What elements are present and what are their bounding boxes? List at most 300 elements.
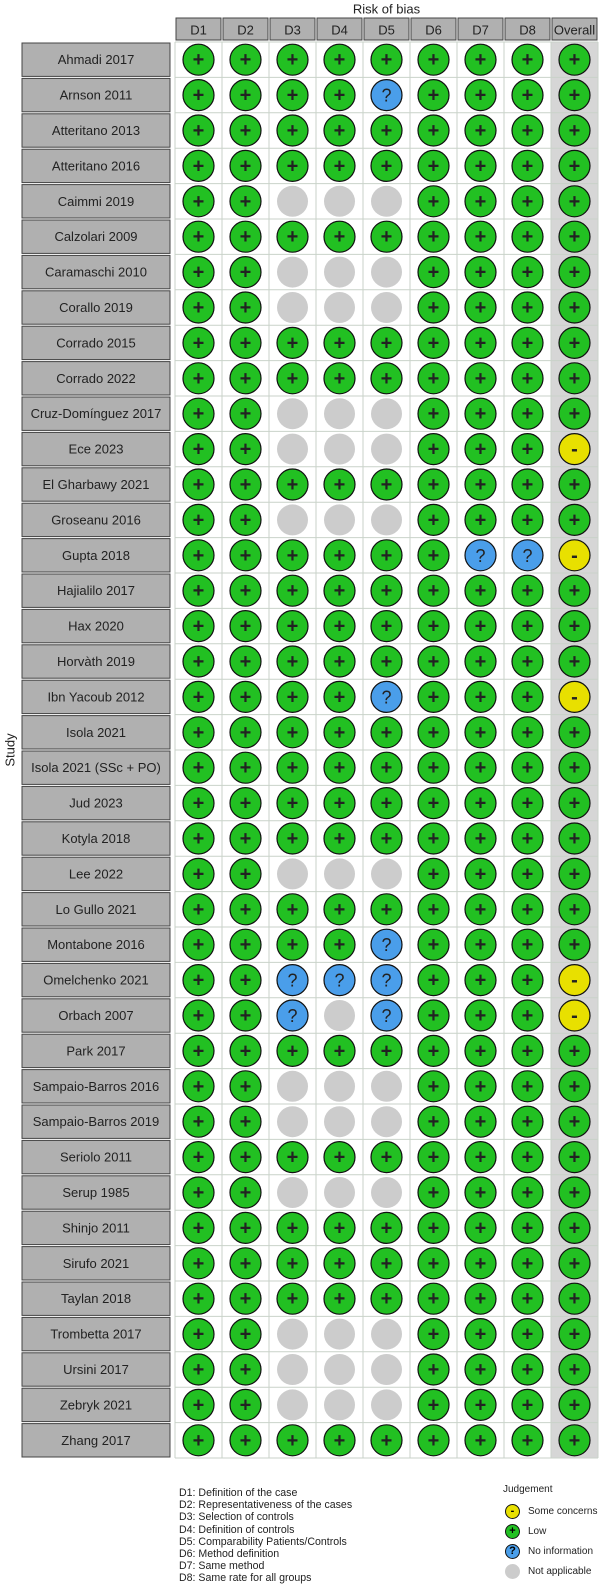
judgement-symbol: + [521, 615, 534, 638]
judgement-symbol: + [427, 1111, 440, 1134]
judgement-symbol: + [333, 120, 346, 142]
judgement-symbol: + [427, 1182, 440, 1204]
judgement-symbol: ? [381, 970, 392, 991]
legend-title: Judgement [503, 1484, 553, 1495]
study-label: Gupta 2018 [62, 547, 130, 563]
judgement-symbol: + [521, 757, 534, 780]
judgement-symbol: + [380, 120, 393, 142]
judgement-symbol: + [568, 297, 581, 319]
judgement-symbol: + [192, 438, 205, 461]
judgement-symbol: + [427, 757, 440, 780]
legend-label: No information [528, 1545, 594, 1557]
study-label: Caramaschi 2010 [45, 264, 147, 280]
judgement-symbol: + [380, 898, 393, 921]
judgement-symbol: + [474, 1217, 487, 1240]
judgement-symbol: + [427, 1217, 440, 1240]
judgement-na-marker [277, 186, 308, 217]
judgement-symbol: + [286, 474, 299, 496]
judgement-symbol: + [333, 1217, 346, 1240]
judgement-symbol: + [192, 651, 205, 673]
judgement-symbol: + [380, 1040, 393, 1063]
judgement-symbol: + [192, 898, 205, 921]
judgement-symbol: + [427, 1146, 440, 1169]
judgement-symbol: + [568, 1146, 581, 1169]
judgement-symbol: + [239, 1040, 252, 1063]
judgement-symbol: + [521, 226, 534, 249]
judgement-symbol: + [427, 1429, 440, 1452]
judgement-symbol: + [427, 828, 440, 850]
judgement-symbol: + [474, 1146, 487, 1169]
study-label: Groseanu 2016 [51, 512, 141, 528]
judgement-symbol: + [474, 757, 487, 780]
judgement-symbol: + [427, 84, 440, 107]
judgement-symbol: + [239, 934, 252, 957]
judgement-symbol: + [427, 1359, 440, 1381]
judgement-symbol: + [286, 580, 299, 603]
judgement-symbol: + [474, 297, 487, 319]
judgement-symbol: + [192, 1217, 205, 1240]
study-label: Jud 2023 [69, 795, 123, 811]
judgement-na-marker [324, 1106, 355, 1137]
judgement-symbol: + [239, 1005, 252, 1027]
judgement-na-marker [324, 1389, 355, 1420]
judgement-na-marker [277, 1389, 308, 1420]
judgement-symbol: + [568, 226, 581, 249]
judgement-symbol: + [192, 828, 205, 850]
judgement-symbol: + [380, 1252, 393, 1275]
judgement-symbol: + [521, 509, 534, 532]
judgement-symbol: + [380, 792, 393, 815]
judgement-symbol: + [474, 120, 487, 142]
judgement-symbol: + [380, 1146, 393, 1169]
judgement-symbol: + [239, 1359, 252, 1381]
judgement-symbol: + [521, 1252, 534, 1275]
judgement-symbol: + [239, 615, 252, 638]
judgement-symbol: + [380, 49, 393, 72]
judgement-symbol: + [427, 509, 440, 532]
judgement-symbol: + [521, 686, 534, 709]
judgement-symbol: + [568, 651, 581, 673]
judgement-symbol: + [239, 1111, 252, 1134]
judgement-symbol: + [333, 1146, 346, 1169]
judgement-symbol: ? [381, 1006, 392, 1026]
study-label: Kotyla 2018 [61, 831, 131, 846]
judgement-symbol: + [333, 367, 346, 390]
study-label: Atteritano 2016 [51, 158, 141, 174]
judgement-na-marker [324, 1000, 355, 1031]
judgement-symbol: + [427, 49, 440, 72]
judgement-symbol: + [427, 898, 440, 921]
judgement-symbol: + [568, 190, 581, 213]
judgement-symbol: + [239, 1323, 252, 1346]
judgement-symbol: + [521, 651, 534, 673]
judgement-symbol: + [239, 544, 252, 567]
judgement-symbol: + [286, 1146, 299, 1169]
judgement-symbol: + [239, 49, 252, 72]
study-label: Montabone 2016 [47, 937, 145, 953]
domain-note: D4: Definition of controls [179, 1523, 295, 1536]
judgement-symbol: + [568, 757, 581, 780]
judgement-symbol: + [192, 474, 205, 496]
judgement-symbol: + [474, 1040, 487, 1063]
judgement-symbol: + [192, 297, 205, 319]
column-header: D6 [425, 22, 442, 38]
judgement-symbol: + [192, 1040, 205, 1063]
judgement-symbol: + [568, 1217, 581, 1240]
judgement-symbol: + [427, 261, 440, 284]
judgement-symbol: + [521, 120, 534, 142]
judgement-symbol: + [286, 828, 299, 850]
judgement-symbol: + [474, 1359, 487, 1381]
judgement-symbol: + [192, 1182, 205, 1204]
judgement-symbol: ? [381, 85, 392, 106]
judgement-symbol: + [239, 1146, 252, 1169]
judgement-symbol: + [521, 969, 534, 992]
judgement-symbol: + [239, 509, 252, 532]
judgement-symbol: + [333, 49, 346, 72]
judgement-symbol: + [521, 438, 534, 461]
judgement-symbol: + [286, 332, 299, 355]
judgement-na-marker [277, 257, 308, 288]
judgement-symbol: + [427, 1323, 440, 1346]
column-header: D4 [331, 22, 348, 38]
study-label: Corallo 2019 [59, 300, 133, 315]
study-label: El Gharbawy 2021 [42, 477, 150, 492]
judgement-symbol: + [521, 1288, 534, 1311]
domain-note: D7: Same method [179, 1560, 265, 1573]
column-header: Overall [553, 22, 596, 38]
judgement-symbol: + [333, 332, 346, 355]
judgement-symbol: + [286, 1288, 299, 1311]
judgement-symbol: + [239, 84, 252, 107]
judgement-symbol: + [286, 792, 299, 815]
judgement-symbol: + [568, 1323, 581, 1346]
judgement-symbol: + [192, 686, 205, 709]
judgement-symbol: + [239, 1252, 252, 1275]
judgement-symbol: + [239, 863, 252, 886]
judgement-symbol: + [333, 155, 346, 178]
judgement-na-marker [277, 1354, 308, 1385]
study-label: Sampaio-Barros 2016 [32, 1078, 160, 1094]
judgement-symbol: + [568, 1288, 581, 1311]
judgement-symbol: + [427, 1394, 440, 1417]
judgement-symbol: + [568, 721, 581, 744]
low-icon: + [505, 1524, 520, 1539]
judgement-symbol: + [192, 1146, 205, 1169]
no-information-icon: ? [505, 1544, 520, 1559]
judgement-symbol: + [521, 332, 534, 355]
judgement-symbol: + [427, 438, 440, 461]
judgement-symbol: + [568, 332, 581, 355]
judgement-symbol: + [521, 84, 534, 107]
judgement-symbol: + [474, 84, 487, 107]
judgement-symbol: + [474, 190, 487, 213]
judgement-symbol: + [333, 1288, 346, 1311]
judgement-symbol: + [474, 863, 487, 886]
judgement-symbol: + [380, 155, 393, 178]
study-label: Isola 2021 (SSc + PO) [31, 760, 161, 776]
judgement-symbol: + [286, 934, 299, 957]
judgement-na-marker [371, 1177, 402, 1208]
judgement-symbol: + [286, 1040, 299, 1063]
judgement-symbol: + [474, 969, 487, 992]
judgement-symbol: + [474, 615, 487, 638]
judgement-symbol: + [333, 226, 346, 249]
column-header: D5 [378, 22, 395, 38]
study-label: Cruz-Domínguez 2017 [30, 406, 162, 422]
judgement-symbol: + [239, 1217, 252, 1240]
judgement-symbol: + [427, 403, 440, 426]
judgement-symbol: + [192, 1252, 205, 1275]
judgement-symbol: + [474, 155, 487, 178]
judgement-symbol: + [192, 580, 205, 603]
judgement-symbol: + [521, 49, 534, 72]
judgement-symbol: + [568, 615, 581, 638]
judgement-symbol: + [192, 792, 205, 815]
judgement-na-marker [371, 186, 402, 217]
judgement-na-marker [324, 257, 355, 288]
judgement-symbol: + [286, 615, 299, 638]
judgement-symbol: + [333, 1040, 346, 1063]
judgement-symbol: + [568, 934, 581, 957]
judgement-symbol: - [571, 969, 578, 992]
judgement-na-marker [371, 292, 402, 323]
judgement-symbol: + [380, 367, 393, 390]
judgement-symbol: + [192, 1288, 205, 1311]
judgement-symbol: + [380, 474, 393, 496]
judgement-symbol: + [192, 1005, 205, 1027]
judgement-symbol: ? [522, 545, 533, 566]
judgement-symbol: + [568, 120, 581, 142]
judgement-symbol: + [427, 651, 440, 673]
judgement-symbol: ? [381, 935, 392, 956]
study-label: Lo Gullo 2021 [55, 901, 137, 917]
judgement-symbol: + [286, 1217, 299, 1240]
judgement-symbol: - [571, 1005, 578, 1027]
judgement-symbol: + [286, 84, 299, 107]
judgement-symbol: + [568, 1075, 581, 1098]
judgement-symbol: + [380, 615, 393, 638]
judgement-symbol: + [192, 332, 205, 355]
study-label: Corrado 2015 [56, 335, 136, 351]
judgement-symbol: + [333, 474, 346, 496]
judgement-symbol: + [521, 1075, 534, 1098]
study-label: Omelchenko 2021 [43, 972, 149, 988]
judgement-symbol: ? [475, 545, 486, 566]
domain-note: D6: Method definition [179, 1548, 280, 1561]
judgement-symbol: + [474, 580, 487, 603]
column-header: D1 [190, 22, 207, 38]
judgement-symbol: + [568, 367, 581, 390]
column-header: D2 [237, 22, 254, 38]
judgement-symbol: + [286, 120, 299, 142]
judgement-symbol: + [192, 155, 205, 178]
judgement-symbol: + [474, 332, 487, 355]
column-header: D8 [519, 22, 536, 38]
judgement-symbol: + [286, 367, 299, 390]
study-label: Caimmi 2019 [57, 193, 135, 209]
judgement-symbol: + [380, 1288, 393, 1311]
study-label: Atteritano 2013 [51, 123, 141, 138]
judgement-symbol: + [239, 438, 252, 461]
study-label: Corrado 2022 [56, 370, 136, 386]
judgement-na-marker [324, 398, 355, 429]
judgement-symbol: + [192, 261, 205, 284]
judgement-symbol: + [333, 757, 346, 780]
study-label: Seriolo 2011 [59, 1149, 133, 1165]
judgement-symbol: + [239, 1075, 252, 1098]
judgement-symbol: + [474, 686, 487, 709]
judgement-symbol: + [521, 1323, 534, 1346]
judgement-na-marker [371, 1319, 402, 1350]
study-label: Sampaio-Barros 2019 [32, 1114, 160, 1130]
study-label: Ahmadi 2017 [57, 52, 135, 68]
study-label: Zhang 2017 [61, 1432, 131, 1448]
judgement-symbol: + [427, 1075, 440, 1098]
judgement-symbol: + [427, 792, 440, 815]
domain-note: D3: Selection of controls [179, 1511, 294, 1524]
judgement-symbol: + [239, 1429, 252, 1452]
judgement-symbol: + [427, 934, 440, 957]
judgement-symbol: + [521, 474, 534, 496]
judgement-symbol: + [568, 403, 581, 426]
y-axis-label: Study [2, 733, 18, 767]
study-label: Ece 2023 [68, 441, 124, 457]
judgement-symbol: + [474, 49, 487, 72]
study-label: Taylan 2018 [60, 1291, 132, 1307]
judgement-symbol: + [333, 544, 346, 567]
judgement-symbol: + [521, 1111, 534, 1134]
judgement-symbol: + [333, 580, 346, 603]
judgement-symbol: + [521, 1146, 534, 1169]
judgement-symbol: + [521, 934, 534, 957]
judgement-na-marker [324, 504, 355, 535]
judgement-symbol: + [380, 332, 393, 355]
judgement-symbol: + [568, 84, 581, 107]
judgement-symbol: + [568, 1394, 581, 1417]
judgement-symbol: + [474, 1288, 487, 1311]
judgement-symbol: + [239, 261, 252, 284]
judgement-symbol: + [286, 757, 299, 780]
judgement-na-marker [277, 1177, 308, 1208]
judgement-symbol: + [474, 1182, 487, 1204]
judgement-symbol: + [192, 367, 205, 390]
judgement-symbol: + [333, 651, 346, 673]
judgement-symbol: + [521, 898, 534, 921]
judgement-symbol: + [521, 190, 534, 213]
study-label: Lee 2022 [68, 866, 124, 882]
judgement-symbol: + [286, 1252, 299, 1275]
judgement-symbol: + [474, 474, 487, 496]
judgement-na-marker [324, 1177, 355, 1208]
judgement-symbol: + [380, 544, 393, 567]
judgement-symbol: + [427, 1005, 440, 1027]
judgement-symbol: + [286, 155, 299, 178]
judgement-na-marker [277, 434, 308, 465]
judgement-symbol: + [192, 49, 205, 72]
judgement-symbol: + [521, 1005, 534, 1027]
judgement-symbol: + [474, 898, 487, 921]
judgement-symbol: + [427, 226, 440, 249]
legend-label: Not applicable [528, 1565, 592, 1577]
judgement-symbol: + [239, 828, 252, 850]
judgement-symbol: + [474, 509, 487, 532]
judgement-symbol: + [192, 190, 205, 213]
judgement-symbol: + [333, 615, 346, 638]
judgement-symbol: ? [334, 970, 345, 991]
judgement-symbol: + [474, 438, 487, 461]
judgement-symbol: + [239, 686, 252, 709]
judgement-symbol: + [521, 828, 534, 850]
judgement-symbol: + [521, 1429, 534, 1452]
study-label: Isola 2021 [66, 724, 126, 740]
judgement-symbol: + [568, 509, 581, 532]
domain-note: D1: Definition of the case [179, 1487, 298, 1499]
judgement-symbol: + [474, 792, 487, 815]
study-label: Shinjo 2011 [62, 1220, 130, 1236]
judgement-na-marker [324, 858, 355, 889]
judgement-na-marker [277, 398, 308, 429]
judgement-symbol: + [333, 84, 346, 107]
judgement-symbol: + [192, 509, 205, 532]
chart-title: Risk of bias [352, 1, 421, 17]
judgement-symbol: + [192, 757, 205, 780]
domain-note: D2: Representativeness of the cases [179, 1499, 353, 1512]
judgement-symbol: + [239, 367, 252, 390]
judgement-symbol: + [286, 226, 299, 249]
judgement-symbol: + [427, 367, 440, 390]
judgement-symbol: - [571, 686, 578, 709]
judgement-symbol: + [427, 332, 440, 355]
judgement-na-marker [371, 504, 402, 535]
judgement-symbol: + [474, 226, 487, 249]
judgement-symbol: + [192, 1429, 205, 1452]
judgement-na-marker [277, 858, 308, 889]
judgement-symbol: + [521, 403, 534, 426]
judgement-symbol: - [571, 438, 578, 461]
judgement-symbol: + [239, 120, 252, 142]
judgement-symbol: + [333, 898, 346, 921]
judgement-symbol: + [474, 828, 487, 850]
judgement-symbol: - [571, 544, 578, 567]
study-label: Calzolari 2009 [54, 229, 138, 245]
judgement-symbol: + [427, 1040, 440, 1063]
judgement-symbol: + [427, 297, 440, 319]
judgement-na-marker [277, 504, 308, 535]
judgement-symbol: + [427, 544, 440, 567]
judgement-symbol: + [474, 1075, 487, 1098]
judgement-symbol: + [521, 1040, 534, 1063]
judgement-symbol: + [474, 261, 487, 284]
judgement-symbol: + [239, 651, 252, 673]
study-label: Horvàth 2019 [56, 654, 136, 669]
column-header: D7 [472, 22, 489, 38]
judgement-symbol: + [192, 226, 205, 249]
judgement-na-marker [371, 1106, 402, 1137]
judgement-symbol: + [192, 1359, 205, 1381]
judgement-symbol: + [427, 190, 440, 213]
judgement-symbol: + [380, 1217, 393, 1240]
judgement-symbol: + [192, 1394, 205, 1417]
study-label: Hax 2020 [68, 618, 124, 634]
judgement-symbol: + [474, 367, 487, 390]
judgement-symbol: + [286, 898, 299, 921]
judgement-symbol: + [239, 792, 252, 815]
judgement-symbol: + [333, 1252, 346, 1275]
study-label: Trombetta 2017 [50, 1326, 142, 1342]
judgement-symbol: + [568, 792, 581, 815]
judgement-symbol: + [192, 969, 205, 992]
